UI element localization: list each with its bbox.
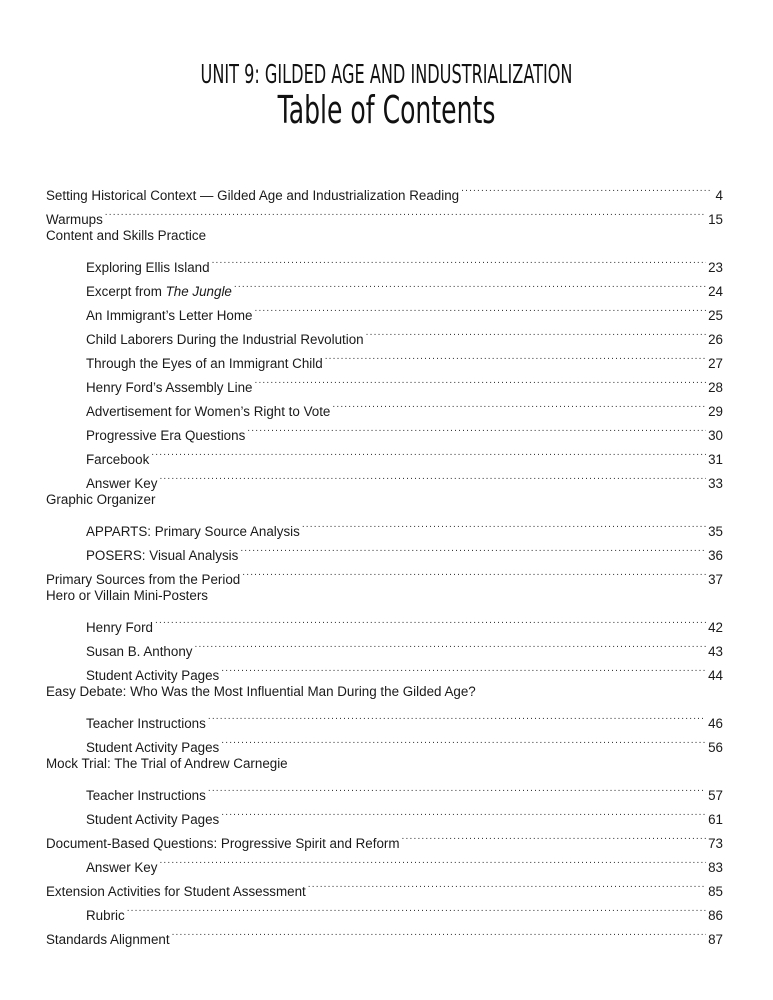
dot-leader bbox=[208, 704, 706, 728]
toc-page-number: 31 bbox=[708, 452, 723, 467]
toc-entry-label: Exploring Ellis Island bbox=[86, 260, 210, 275]
page-title: Table of Contents bbox=[277, 88, 496, 132]
toc-subentry[interactable] bbox=[46, 608, 723, 635]
toc-entry-label: Student Activity Pages bbox=[86, 740, 220, 755]
toc-entry-label: Answer Key bbox=[86, 860, 158, 875]
dot-leader bbox=[221, 656, 706, 680]
toc-page-number: 61 bbox=[708, 812, 723, 827]
toc-page-number: 15 bbox=[708, 212, 723, 227]
dot-leader bbox=[155, 608, 706, 632]
toc-subentry[interactable] bbox=[46, 248, 723, 275]
dot-leader bbox=[242, 560, 706, 584]
toc-subentry[interactable] bbox=[46, 896, 723, 923]
toc-page-number: 30 bbox=[708, 428, 723, 443]
toc-entry-label: Susan B. Anthony bbox=[86, 644, 193, 659]
toc-page-number: 83 bbox=[708, 860, 723, 875]
dot-leader bbox=[212, 248, 707, 272]
toc-subentry[interactable] bbox=[46, 704, 723, 731]
dot-leader bbox=[254, 368, 706, 392]
table-of-contents bbox=[46, 176, 723, 947]
toc-entry-label: Graphic Organizer bbox=[46, 492, 156, 507]
dot-leader bbox=[194, 632, 706, 656]
toc-entry[interactable] bbox=[46, 224, 723, 248]
dot-leader bbox=[325, 344, 706, 368]
toc-entry-label: Advertisement for Women’s Right to Vote bbox=[86, 404, 331, 419]
toc-entry-label: Student Activity Pages bbox=[86, 668, 220, 683]
toc-entry-label: Through the Eyes of an Immigrant Child bbox=[86, 356, 323, 371]
dot-leader bbox=[332, 392, 706, 416]
toc-entry[interactable] bbox=[46, 176, 723, 203]
toc-entry-label-italic: The Jungle bbox=[165, 284, 232, 299]
toc-entry-label: Warmups bbox=[46, 212, 103, 227]
dot-leader bbox=[105, 200, 706, 224]
toc-page-number: 27 bbox=[708, 356, 723, 371]
toc-page-number: 26 bbox=[708, 332, 723, 347]
toc-entry[interactable] bbox=[46, 488, 723, 512]
toc-entry-label: Henry Ford bbox=[86, 620, 153, 635]
toc-entry[interactable] bbox=[46, 680, 723, 704]
toc-page-number: 37 bbox=[708, 572, 723, 587]
toc-entry-label: Primary Sources from the Period bbox=[46, 572, 241, 587]
toc-page-number: 33 bbox=[708, 476, 723, 491]
toc-page-number: 28 bbox=[708, 380, 723, 395]
page-header bbox=[0, 58, 773, 130]
dot-leader bbox=[402, 824, 707, 848]
toc-entry-label: APPARTS: Primary Source Analysis bbox=[86, 524, 300, 539]
toc-entry[interactable] bbox=[46, 752, 723, 776]
toc-entry-label: An Immigrant’s Letter Home bbox=[86, 308, 253, 323]
dot-leader bbox=[254, 296, 706, 320]
toc-entry-label: Document-Based Questions: Progressive Spirit and Reform bbox=[46, 836, 400, 851]
toc-entry-label: Student Activity Pages bbox=[86, 812, 220, 827]
toc-entry-label: Hero or Villain Mini-Posters bbox=[46, 588, 208, 603]
unit-title: UNIT 9: GILDED AGE AND INDUSTRIALIZATION bbox=[200, 60, 573, 90]
toc-page-number: 36 bbox=[708, 548, 723, 563]
dot-leader bbox=[208, 776, 706, 800]
toc-entry-label: Answer Key bbox=[86, 476, 158, 491]
toc-entry-label: Extension Activities for Student Assessment bbox=[46, 884, 306, 899]
toc-entry-label: Progressive Era Questions bbox=[86, 428, 246, 443]
toc-entry-label: Henry Ford’s Assembly Line bbox=[86, 380, 253, 395]
toc-page-number: 87 bbox=[708, 932, 723, 947]
toc-page-number: 85 bbox=[708, 884, 723, 899]
toc-entry-label: Standards Alignment bbox=[46, 932, 170, 947]
toc-page-number: 23 bbox=[708, 260, 723, 275]
toc-page-number: 24 bbox=[708, 284, 723, 299]
toc-entry-label: POSERS: Visual Analysis bbox=[86, 548, 239, 563]
dot-leader bbox=[159, 464, 706, 488]
toc-subentry[interactable] bbox=[46, 512, 723, 539]
dot-leader bbox=[127, 896, 706, 920]
dot-leader bbox=[308, 872, 706, 896]
dot-leader bbox=[221, 728, 706, 752]
toc-page-number: 56 bbox=[708, 740, 723, 755]
toc-page-number: 57 bbox=[708, 788, 723, 803]
dot-leader bbox=[172, 920, 707, 944]
toc-entry-label: Mock Trial: The Trial of Andrew Carnegie bbox=[46, 756, 288, 771]
dot-leader bbox=[240, 536, 706, 560]
dot-leader bbox=[247, 416, 706, 440]
dot-leader bbox=[221, 800, 706, 824]
toc-entry-label: Farcebook bbox=[86, 452, 150, 467]
toc-entry-label: Teacher Instructions bbox=[86, 716, 206, 731]
toc-entry-label: Rubric bbox=[86, 908, 125, 923]
toc-entry-label: Child Laborers During the Industrial Revolution bbox=[86, 332, 364, 347]
toc-page-number: 29 bbox=[708, 404, 723, 419]
dot-leader bbox=[302, 512, 706, 536]
toc-page-number: 4 bbox=[715, 188, 723, 203]
toc-page-number: 44 bbox=[708, 668, 723, 683]
toc-page-number: 73 bbox=[708, 836, 723, 851]
toc-entry[interactable] bbox=[46, 200, 723, 227]
dot-leader bbox=[366, 320, 706, 344]
dot-leader bbox=[159, 848, 706, 872]
toc-subentry[interactable] bbox=[46, 776, 723, 803]
toc-page-number: 46 bbox=[708, 716, 723, 731]
toc-entry-label-prefix: Excerpt from bbox=[86, 284, 166, 299]
toc-entry-label: Easy Debate: Who Was the Most Influential Man During the Gilded Age? bbox=[46, 684, 476, 699]
toc-entry[interactable] bbox=[46, 584, 723, 608]
dot-leader bbox=[234, 272, 706, 296]
toc-page-number: 35 bbox=[708, 524, 723, 539]
toc-entry[interactable] bbox=[46, 920, 723, 947]
toc-entry-label: Teacher Instructions bbox=[86, 788, 206, 803]
toc-page-number: 42 bbox=[708, 620, 723, 635]
toc-page-number: 86 bbox=[708, 908, 723, 923]
toc-entry-label: Setting Historical Context — Gilded Age and Industrialization Reading bbox=[46, 188, 460, 203]
toc-entry-label: Content and Skills Practice bbox=[46, 228, 207, 243]
dot-leader bbox=[151, 440, 706, 464]
toc-page-number: 43 bbox=[708, 644, 723, 659]
dot-leader bbox=[461, 176, 711, 200]
toc-entry-label bbox=[86, 280, 234, 304]
toc-page-number: 25 bbox=[708, 308, 723, 323]
